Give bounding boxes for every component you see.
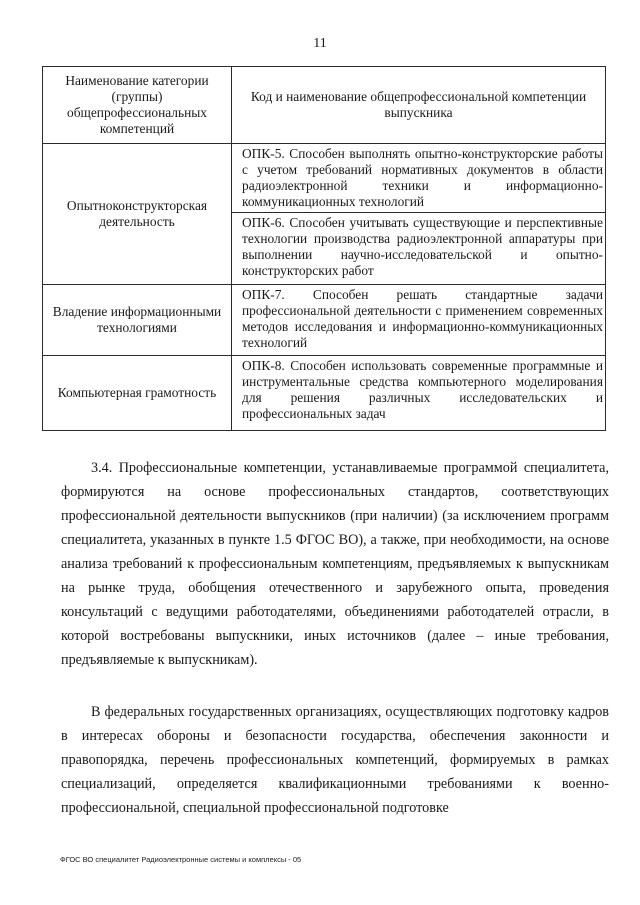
category-cell: Опытноконструкторская деятельность (43, 144, 232, 285)
paragraph: 3.4. Профессиональные компетенции, устанавливаемые программой специалитета, формируются на основе профессиональных стандартов, соответствующих профессиональной деятельности выпускников (при наличии) (за исключением программ специалитета, указанных в пункте 1.5 ФГОС ВО), а также, при необходимости, на основе анализа требований к профессиональным компетенциям, предъявляемых к выпускникам на рынке труда, обобщения отечественного и зарубежного опыта, проведения консультаций с ведущими работодателями, объединениями работодателей отрасли, в которой востребованы выпускники, иных источников (далее – иные требования, предъявляемые к выпускникам). (61, 460, 609, 668)
paragraph: В федеральных государственных организациях, осуществляющих подготовку кадров в интересах обороны и безопасности государства, обеспечения законности и правопорядка, перечень профессиональных компетенций, формируемых в рамках специализаций, определяется квалификационными требованиями к военно-профессиональной, специальной профессиональной подготовке (61, 704, 609, 816)
category-cell: Компьютерная грамотность (43, 356, 232, 431)
competence-cell (232, 144, 606, 285)
competence-cell (232, 285, 606, 356)
footer: ФГОС ВО специалитет Радиоэлектронные системы и комплексы - 05 (60, 855, 302, 864)
competence-text: ОПК-7. Способен решать стандартные задачи профессиональной деятельности с применением современных методов исследования и информационно-коммуникационных технологий (242, 287, 603, 350)
header-competence: Код и наименование общепрофессиональной компетенции выпускника (232, 67, 606, 144)
page-number: 11 (313, 36, 327, 51)
competence-text: ОПК-5. Способен выполнять опытно-конструкторские работы с учетом требований нормативных документов в области радиоэлектронной техники и информационно-коммуникационных технологий (242, 146, 603, 209)
competence-table (42, 66, 606, 431)
competence-cell (232, 356, 606, 431)
competence-text: ОПК-6. Способен учитывать существующие и перспективные технологии производства радиоэлектронной аппаратуры при выполнении научно-исследовательской и опытно-конструкторских работ (232, 212, 605, 281)
header-category: Наименование категории (группы) общепрофессиональных компетенций (43, 67, 232, 144)
competence-text: ОПК-8. Способен использовать современные программные и инструментальные средства компьютерного моделирования для решения различных исследовательских и профессиональных задач (242, 358, 603, 421)
table-row (43, 285, 606, 356)
table-row (43, 356, 606, 431)
table-row (43, 144, 606, 285)
category-cell: Владение информационными технологиями (43, 285, 232, 356)
table-header-row (43, 67, 606, 144)
